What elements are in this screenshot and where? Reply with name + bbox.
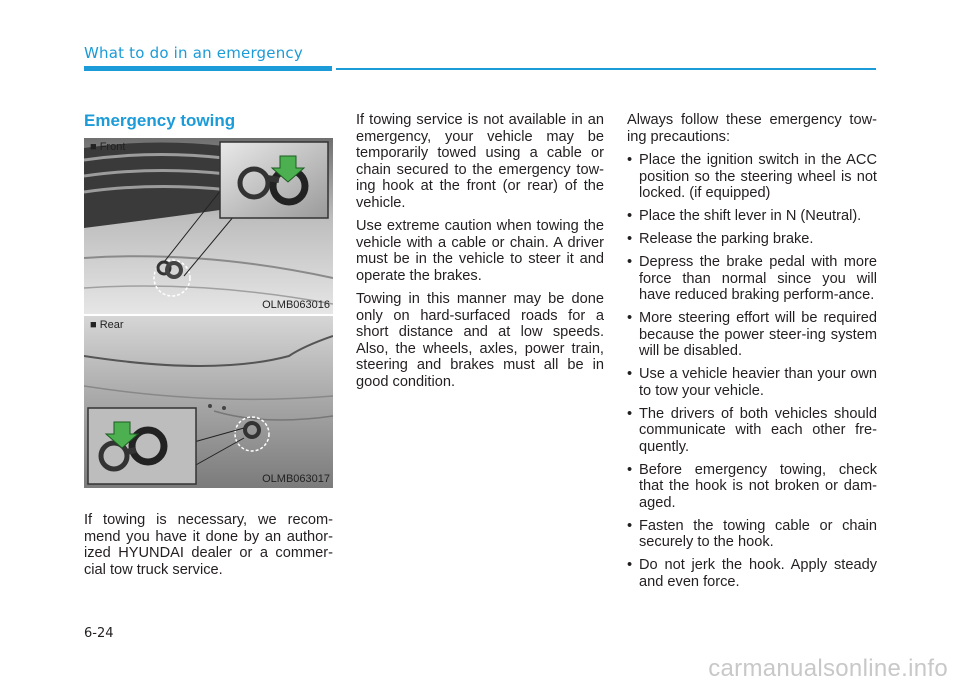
page-number: 6-24 bbox=[84, 626, 114, 641]
rear-figure-code: OLMB063017 bbox=[262, 473, 330, 485]
temporary-towing-paragraph: If towing service is not available in an emergency, your vehicle may be temporarily towed using a cable or chain secured to the emergency tow-ing hook at the front (or rear) of the vehicle. bbox=[356, 112, 604, 211]
caution-paragraph: Use extreme caution when towing the vehicle with a cable or chain. A driver must be in the vehicle to steer it and operate the brakes. bbox=[356, 218, 604, 284]
front-tow-hook-illustration bbox=[84, 138, 333, 314]
precaution-item: • Release the parking brake. bbox=[627, 231, 877, 248]
precaution-item: • Depress the brake pedal with more force than normal since you will have reduced braking perform-ance. bbox=[627, 254, 877, 304]
road-conditions-paragraph: Towing in this manner may be done only on hard-surfaced roads for a short distance and at low speeds. Also, the wheels, axles, power train, steering and brakes must all be in good condition. bbox=[356, 291, 604, 390]
precautions-intro: Always follow these emergency tow-ing precautions: bbox=[627, 112, 877, 145]
front-tow-hook-figure bbox=[84, 138, 333, 314]
precautions-column bbox=[627, 112, 877, 597]
precaution-item: • Place the shift lever in N (Neutral). bbox=[627, 208, 877, 225]
towing-info-column bbox=[356, 112, 604, 397]
precaution-item: • Place the ignition switch in the ACC position so the steering wheel is not locked. (if equipped) bbox=[627, 152, 877, 202]
precaution-item: • Do not jerk the hook. Apply steady and even force. bbox=[627, 557, 877, 590]
watermark-link[interactable]: carmanualsonline.info bbox=[708, 655, 948, 682]
header-rule-thin bbox=[336, 68, 876, 70]
recommendation-paragraph: If towing is necessary, we recom-mend you have it done by an author-ized HYUNDAI dealer or a commer-cial tow truck service. bbox=[84, 512, 333, 578]
precautions-list bbox=[627, 152, 877, 590]
rear-tow-hook-figure bbox=[84, 316, 333, 488]
precaution-item: • Fasten the towing cable or chain securely to the hook. bbox=[627, 518, 877, 551]
precaution-item: • The drivers of both vehicles should communicate with each other fre-quently. bbox=[627, 406, 877, 456]
precaution-item: • Use a vehicle heavier than your own to tow your vehicle. bbox=[627, 366, 877, 399]
section-header-title: What to do in an emergency bbox=[84, 44, 303, 62]
rear-figure-label: ■ Rear bbox=[90, 319, 124, 331]
front-figure-label: ■ Front bbox=[90, 141, 126, 153]
precaution-item: • More steering effort will be required because the power steer-ing system will be disabled. bbox=[627, 310, 877, 360]
header-rule-thick bbox=[84, 66, 332, 71]
page-title: Emergency towing bbox=[84, 111, 236, 130]
rear-tow-hook-illustration bbox=[84, 316, 333, 488]
front-figure-code: OLMB063016 bbox=[262, 299, 330, 311]
precaution-item: • Before emergency towing, check that the hook is not broken or dam-aged. bbox=[627, 462, 877, 512]
